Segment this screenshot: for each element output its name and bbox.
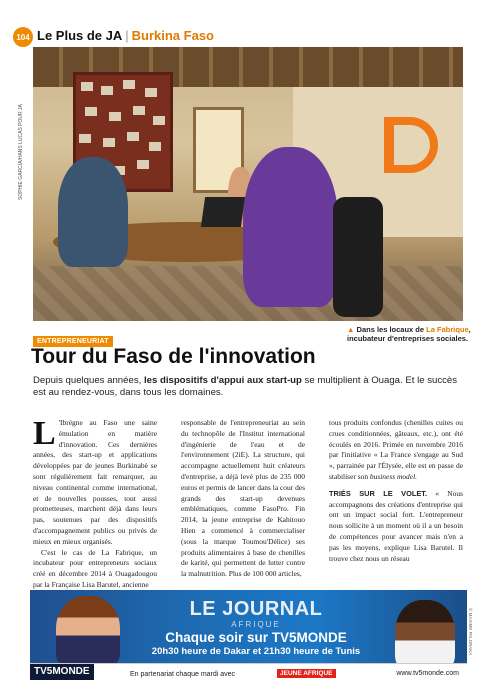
ad-schedule: 20h30 heure de Dakar et 21h30 heure de Tunis [151,646,361,657]
col1-paragraph-1: 'Ibrégne au Faso une saine émulation en matière d'innovation. Ces dernières années, des start-up et applications développées par de jeunes Burkinabè se sont régulièrement fait remarquer, au niveau continental comme international, et de nouvelles pousses, tout aussi prometteuses, marchent déjà dans leurs pas, soutenues par des dispositifs d'accompagnement publics ou privés de mieux en mieux organisés. [33,418,157,546]
main-photo [33,47,463,321]
article-column-1 [33,415,157,591]
lead-bold: les dispositifs d'appui aux start-up [143,375,302,386]
ad-credit: © MAXIME PALDRAKA [468,608,473,656]
col2-paragraph-1: responsable de l'entrepreneuriat au sein du technopôle de l'Institut international d'ingénierie de l'eau et de l'environnement (2iE). La structure, qui accompagne actuellement huit créateurs d'entreprise, a déjà levé plus de 235 000 euros et permis de lancer dans la cour des grands des start-up devenues emblématiques, comme FasoPro. Fin 2014, la jeune entreprise de Kahitouo Hien a commencé à commercialiser (sous la marque Toumou'Délice) ses produits alimentaires à base de chenilles de karité, qui permettent de lutter contre la malnutrition. Plus de 100 000 articles, [181,418,305,579]
col3-paragraph-2: « Nous accompagnons des créations d'entreprise qui ont un impact social fort. L'entrepreneur nous sollicite à un moment où il a un besoin de compétences pour avancer mais n'en a pas les moyens, explique Lisa Barutel. Il trouve chez nous un réseau [329,488,464,563]
caption-suffix: , incubateur d'entreprises sociales. [347,325,471,343]
photo-woman-right [243,147,338,307]
col3-paragraph-1: tous produits confondus (chenilles cuites ou crues conditionnées, gâteaux, etc.), ont été écoulés en 2016. Primée en novembre 2016 par l'initiative « La France s'engage au Sud », parrainée par l'Élysée, elle est en passe de stabiliser son [329,418,463,481]
caption-prefix: Dans les locaux de [356,325,427,334]
photo-caption [347,325,477,343]
ad-presenter-left [56,596,120,668]
ad-tagline: Chaque soir sur TV5MONDE [165,630,347,645]
photo-woman-left [58,157,128,267]
tv5monde-logo: TV5MONDE [30,664,94,680]
caption-highlight: La Fabrique [426,325,469,334]
ad-brand-title: LE JOURNAL [189,598,323,620]
article-kicker: ENTREPRENEURIAT [33,336,113,347]
ad-partner-text: En partenariat chaque mardi avec [130,671,236,678]
magazine-name: Le Plus de JA [37,28,123,43]
fabrique-logo [384,117,438,173]
caption-marker-icon: ▲ [347,325,355,334]
running-header [37,28,214,43]
header-separator: | [125,28,129,43]
drop-cap: L [33,415,56,452]
section-name: Burkina Faso [131,28,214,43]
tv5monde-advertisement[interactable] [30,590,467,680]
photo-credit: SOPHIE GARCIA/HANS LUCAS POUR JA [18,104,24,200]
article-lead [33,375,463,399]
lead-prefix: Depuis quelques années, [33,375,144,386]
lead-suffix: se multiplient à Ouaga. Et le succès est au rendez-vous, dans tous les domaines. [33,375,458,398]
col3-italic: business model. [369,471,418,481]
article-column-3 [329,418,463,564]
photo-laptop [201,197,245,227]
page-number-badge: 104 [13,27,33,47]
jeune-afrique-logo: JEUNE AFRIQUE [277,669,336,678]
photo-chair [333,197,383,317]
ad-url-link[interactable]: www.tv5monde.com [396,670,459,677]
col1-paragraph-2: C'est le cas de La Fabrique, un incubateur pour entrepreneurs sociaux créé en décembre 2014 à Ouagadougou par la Française Lisa Barutel, ancienne [33,547,157,589]
article-column-2 [181,418,305,580]
col3-subheading: TRIÉS SUR LE VOLET. [329,488,428,498]
ad-brand-subtitle: AFRIQUE [231,620,281,629]
article-title: Tour du Faso de l'innovation [31,345,316,368]
ad-presenter-right [395,600,455,670]
